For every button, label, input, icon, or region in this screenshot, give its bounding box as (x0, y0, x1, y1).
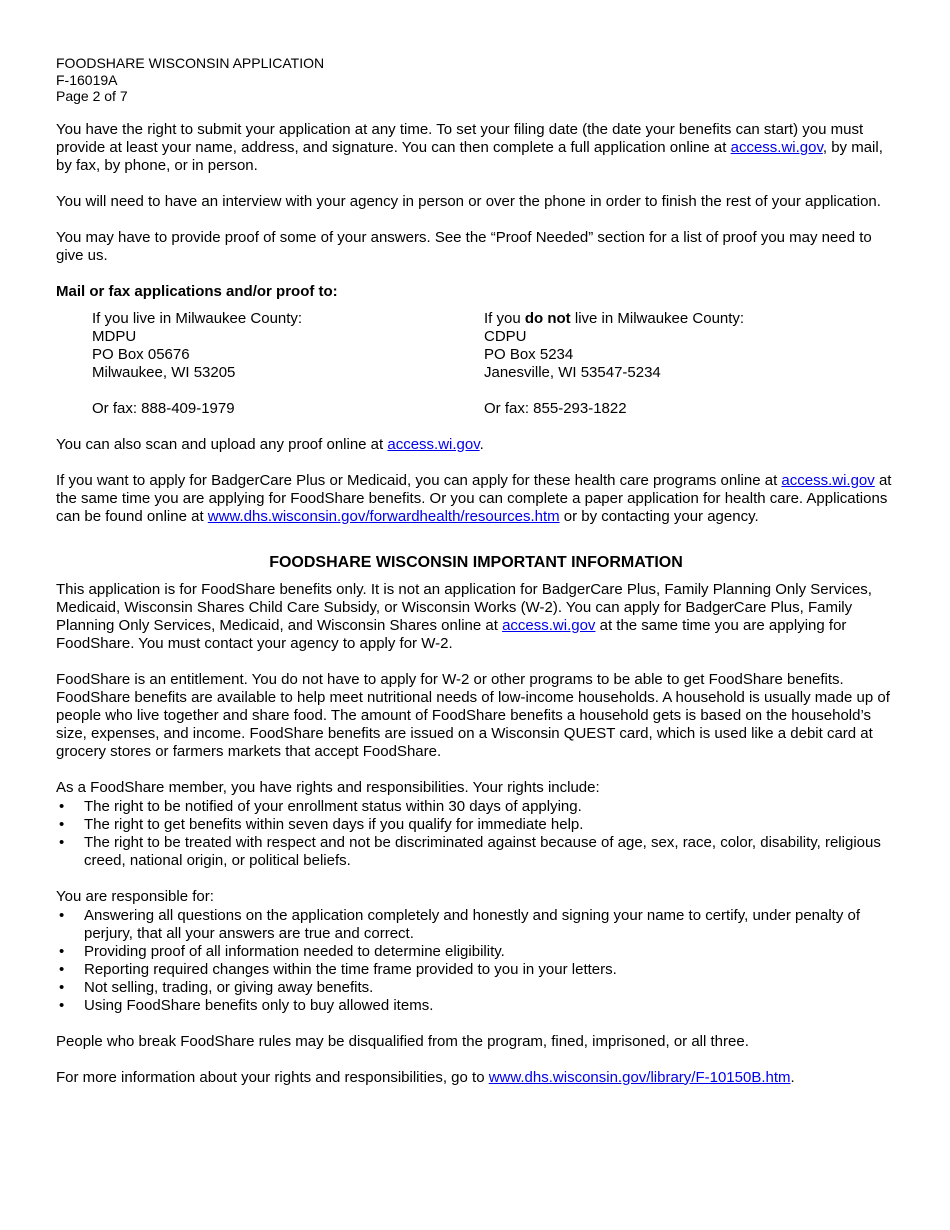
rights-list (56, 798, 896, 870)
access-wi-link[interactable]: access.wi.gov (781, 471, 875, 489)
milwaukee-fax: Or fax: 888-409-1979 (92, 399, 235, 417)
list-item: • Providing proof of all information needed to determine eligibility. (56, 943, 896, 961)
access-wi-link[interactable]: access.wi.gov (387, 435, 480, 453)
scan-upload-paragraph: You can also scan and upload any proof online at access.wi.gov. (56, 435, 484, 453)
list-item: • The right to get benefits within seven days if you qualify for immediate help. (56, 816, 896, 834)
entitlement-paragraph: FoodShare is an entitlement. You do not have to apply for W-2 or other programs to be able to get FoodShare benefits. FoodShare benefits are available to help meet nutritional needs of low-income households. A household is usually made up of people who live together and share food. The amount of FoodShare benefits a household gets is based on the household’s size, expenses, and income. FoodShare benefits are issued on a Wisconsin QUEST card, which is used like a debit card at grocery stores or farmers markets that accept FoodShare. (56, 670, 890, 760)
milwaukee-address: If you live in Milwaukee County: MDPU PO Box 05676 Milwaukee, WI 53205 Or fax: 888-409-1979 (92, 310, 484, 418)
form-header (56, 55, 896, 105)
rights-intro: As a FoodShare member, you have rights and responsibilities. Your rights include: (56, 778, 600, 796)
list-item: • Answering all questions on the application completely and honestly and signing your name to certify, under penalty of perjury, that all your answers are true and correct. (56, 907, 896, 943)
list-item: • Using FoodShare benefits only to buy allowed items. (56, 997, 896, 1015)
access-wi-link[interactable]: access.wi.gov (502, 616, 596, 634)
responsibilities-intro: You are responsible for: (56, 887, 214, 905)
responsibilities-list (56, 907, 896, 1015)
rights-responsibilities-link[interactable]: www.dhs.wisconsin.gov/library/F-10150B.htm (488, 1068, 791, 1086)
filing-date-paragraph: You have the right to submit your application at any time. To set your filing date (the date your benefits can start) you must provide at least your name, address, and signature. You can then complete a full application online at access.wi.gov, by mail, by fax, by phone, or in person. (56, 120, 883, 174)
other-county-fax: Or fax: 855-293-1822 (484, 399, 627, 417)
list-item: • The right to be notified of your enrollment status within 30 days of applying. (56, 798, 896, 816)
access-wi-link[interactable]: access.wi.gov (730, 138, 823, 156)
health-care-paragraph: If you want to apply for BadgerCare Plus or Medicaid, you can apply for these health care programs online at access.wi.gov at the same time you are applying for FoodShare benefits. Or you can complete a paper application for health care. Applications can be found online at www.dhs.wisconsin.gov/forwardhealth/resources.htm or by contacting your agency. (56, 471, 892, 525)
list-item: • Not selling, trading, or giving away benefits. (56, 979, 896, 997)
mail-heading: Mail or fax applications and/or proof to: (56, 282, 338, 300)
list-item: • The right to be treated with respect and not be discriminated against because of age, sex, race, color, disability, religious creed, national origin, or political beliefs. (56, 834, 896, 870)
forwardhealth-resources-link[interactable]: www.dhs.wisconsin.gov/forwardhealth/resources.htm (207, 507, 560, 525)
form-id: F-16019A (56, 71, 118, 88)
proof-paragraph: You may have to provide proof of some of your answers. See the “Proof Needed” section for a list of proof you may need to give us. (56, 228, 872, 264)
list-item: • Reporting required changes within the time frame provided to you in your letters. (56, 961, 896, 979)
other-county-address: If you do not live in Milwaukee County: CDPU PO Box 5234 Janesville, WI 53547-5234 Or fax: 855-293-1822 (484, 310, 876, 418)
form-title: FOODSHARE WISCONSIN APPLICATION (56, 55, 325, 71)
foodshare-only-paragraph: This application is for FoodShare benefits only. It is not an application for BadgerCare Plus, Family Planning Only Services, Medicaid, Wisconsin Shares Child Care Subsidy, or Wisconsin Works (W-2). You can apply for BadgerCare Plus, Family Planning Only Services, Medicaid, and Wisconsin Shares online at access.wi.gov at the same time you are applying for FoodShare. You must contact your agency to apply for W-2. (56, 580, 872, 652)
more-info-paragraph: For more information about your rights and responsibilities, go to www.dhs.wisconsin.gov/library/F-10150B.htm. (56, 1068, 795, 1086)
mailing-addresses (92, 310, 896, 418)
interview-paragraph: You will need to have an interview with your agency in person or over the phone in order to finish the rest of your application. (56, 192, 881, 210)
section-title: FOODSHARE WISCONSIN IMPORTANT INFORMATION (269, 553, 683, 571)
page-number: Page 2 of 7 (56, 88, 128, 104)
penalty-paragraph: People who break FoodShare rules may be disqualified from the program, fined, imprisoned, or all three. (56, 1032, 749, 1050)
document-page (56, 55, 896, 1087)
